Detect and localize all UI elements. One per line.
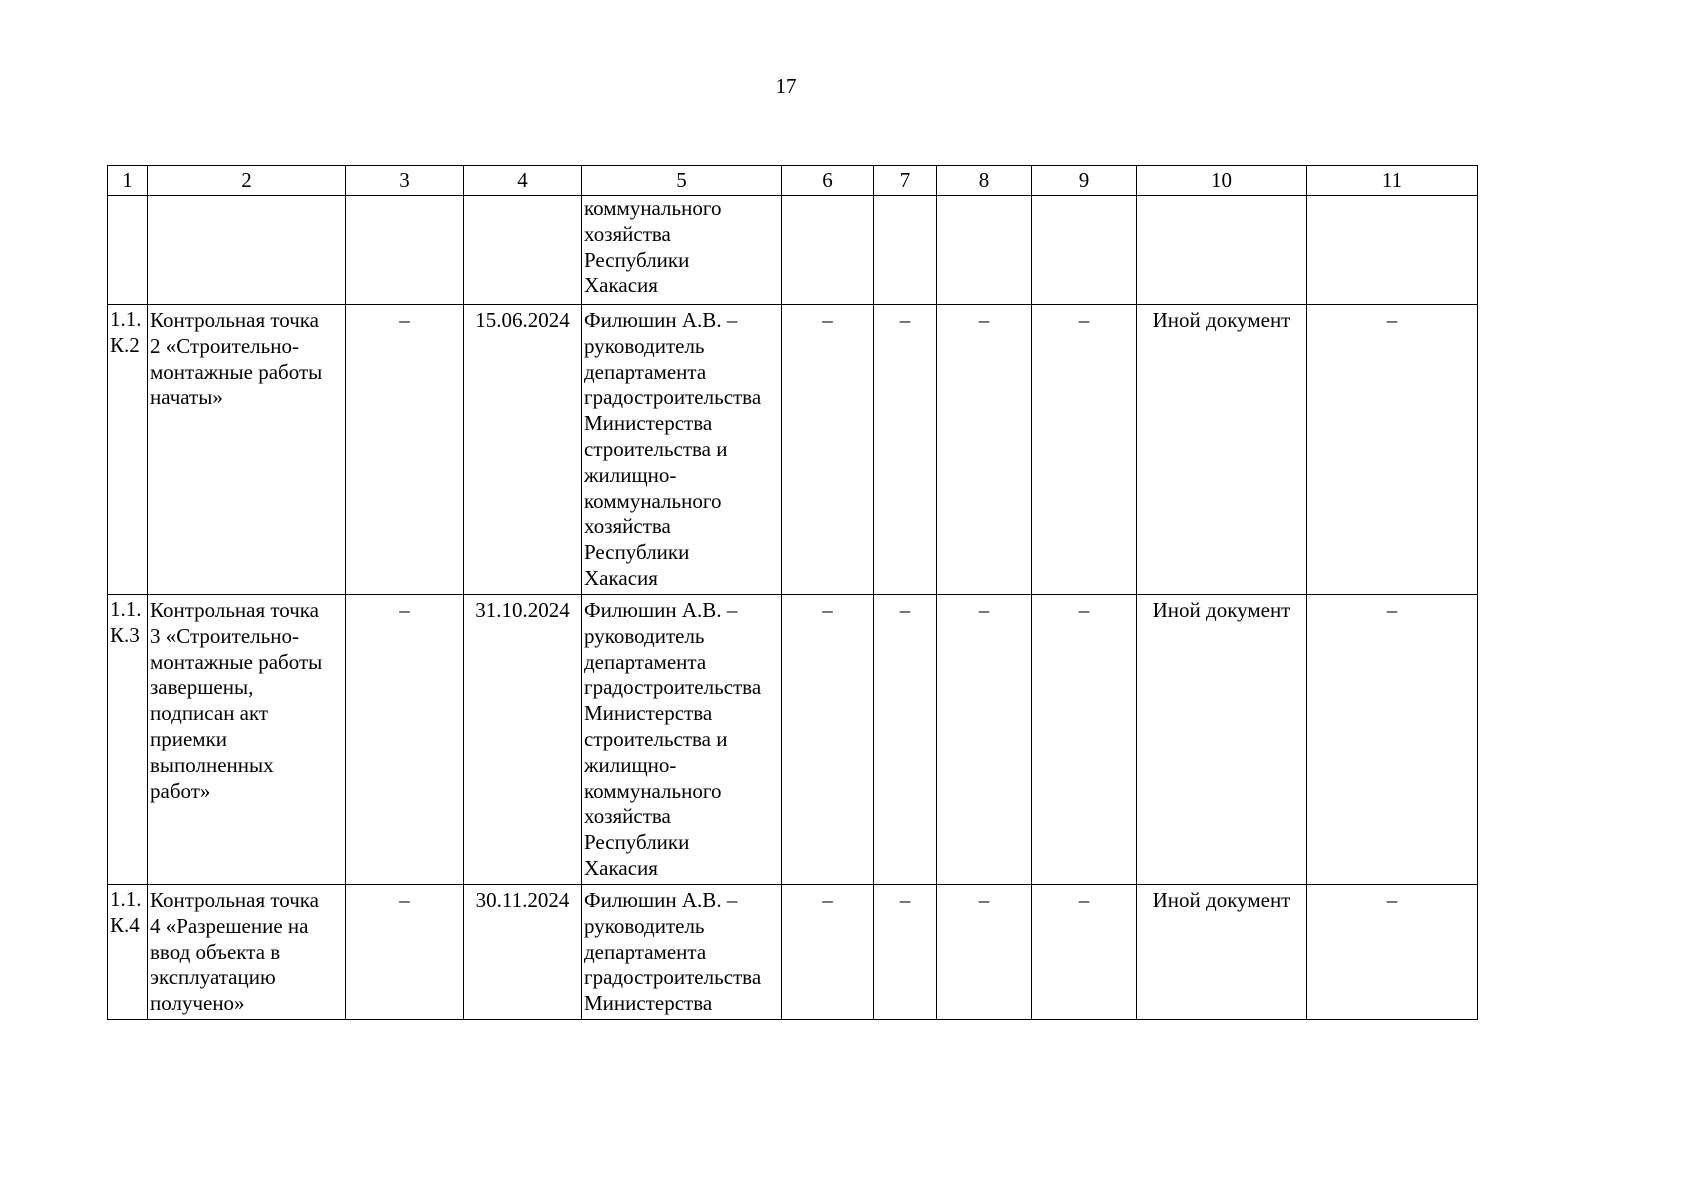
cell-col11: – [1307,885,1478,1020]
date-cell [464,196,582,305]
control-point-name-cell: Контрольная точка 3 «Строительно- монтажные работы завершены, подписан акт приемки выполненных работ» [148,595,346,885]
header-cell: 6 [782,166,874,196]
header-cell: 10 [1137,166,1307,196]
cell-col11: – [1307,595,1478,885]
table-row [108,885,1478,1020]
cell-col3 [346,196,464,305]
row-number-cell [108,196,148,305]
document-type-cell: Иной документ [1137,595,1307,885]
table-row [108,196,1478,305]
row-number-cell: 1.1. К.2 [108,305,148,595]
cell-col8: – [937,305,1032,595]
cell-col6 [782,196,874,305]
header-cell: 3 [346,166,464,196]
cell-col8 [937,196,1032,305]
cell-col7 [874,196,937,305]
cell-col9: – [1032,595,1137,885]
date-cell: 31.10.2024 [464,595,582,885]
cell-col8: – [937,885,1032,1020]
responsible-cell: коммунального хозяйства Республики Хакасия [582,196,782,305]
control-point-name-cell [148,196,346,305]
header-cell: 4 [464,166,582,196]
cell-col3: – [346,305,464,595]
cell-col9: – [1032,305,1137,595]
cell-col6: – [782,595,874,885]
table-row [108,305,1478,595]
header-cell: 1 [108,166,148,196]
cell-col11: – [1307,305,1478,595]
cell-col3: – [346,885,464,1020]
cell-col8: – [937,595,1032,885]
cell-col9: – [1032,885,1137,1020]
responsible-cell: Филюшин А.В. – руководитель департамента градостроительства Министерства строительства и жилищно- коммунального хозяйства Республики Хакасия [582,595,782,885]
row-number-cell: 1.1. К.3 [108,595,148,885]
document-type-cell: Иной документ [1137,885,1307,1020]
control-points-table [107,165,1478,1020]
header-cell: 8 [937,166,1032,196]
document-type-cell: Иной документ [1137,305,1307,595]
control-point-name-cell: Контрольная точка 2 «Строительно- монтажные работы начаты» [148,305,346,595]
header-cell: 7 [874,166,937,196]
cell-col6: – [782,305,874,595]
date-cell: 30.11.2024 [464,885,582,1020]
date-cell: 15.06.2024 [464,305,582,595]
table-header-row [108,166,1478,196]
cell-col7: – [874,595,937,885]
responsible-cell: Филюшин А.В. – руководитель департамента градостроительства Министерства [582,885,782,1020]
cell-col7: – [874,305,937,595]
table-row [108,595,1478,885]
header-cell: 2 [148,166,346,196]
header-cell: 11 [1307,166,1478,196]
responsible-cell: Филюшин А.В. – руководитель департамента градостроительства Министерства строительства и жилищно- коммунального хозяйства Республики Хакасия [582,305,782,595]
header-cell: 9 [1032,166,1137,196]
page-number: 17 [775,74,797,98]
header-cell: 5 [582,166,782,196]
cell-col11 [1307,196,1478,305]
row-number-cell: 1.1. К.4 [108,885,148,1020]
cell-col7: – [874,885,937,1020]
cell-col3: – [346,595,464,885]
cell-col9 [1032,196,1137,305]
document-type-cell [1137,196,1307,305]
cell-col6: – [782,885,874,1020]
control-point-name-cell: Контрольная точка 4 «Разрешение на ввод объекта в эксплуатацию получено» [148,885,346,1020]
